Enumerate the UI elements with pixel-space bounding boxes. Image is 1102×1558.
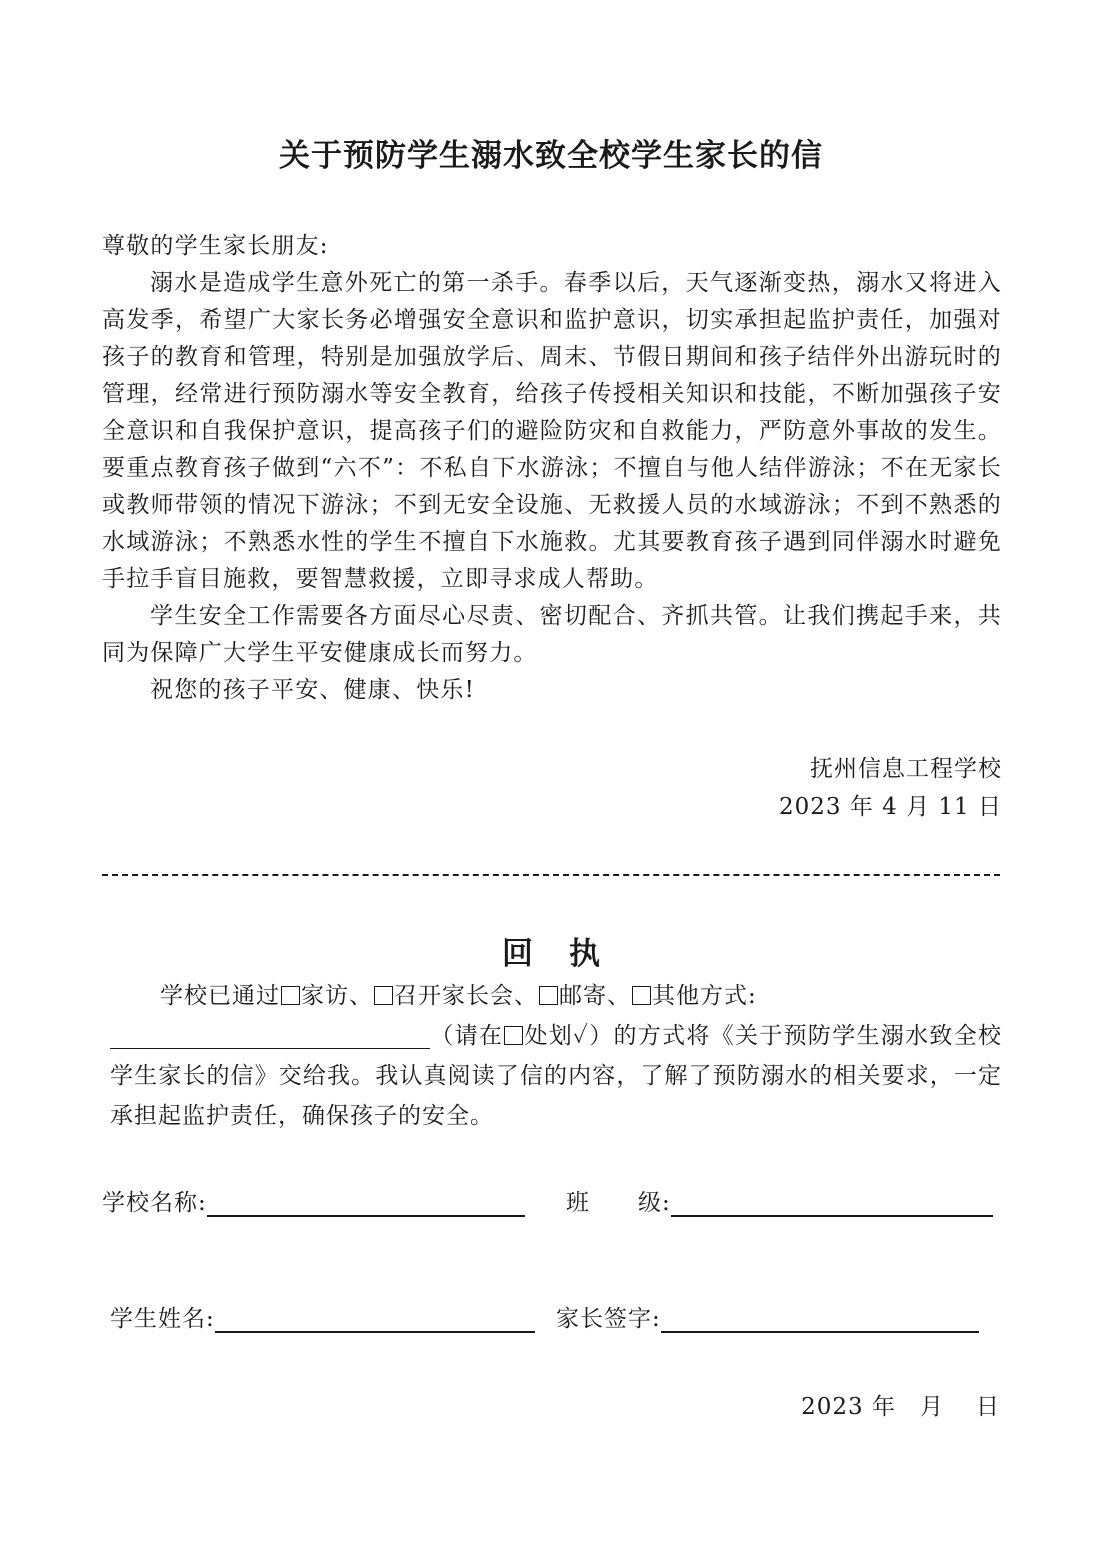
letter-paragraph-2: 学生安全工作需要各方面尽心尽责、密切配合、齐抓共管。让我们携起手来，共同为保障广大学生平安健康成长而努力。 [102, 603, 1002, 666]
letter-title: 关于预防学生溺水致全校学生家长的信 [279, 138, 823, 174]
letter-signature: 抚州信息工程学校 [810, 756, 1002, 782]
checkbox-mail[interactable] [539, 986, 558, 1005]
parent-signature-label: 家长签字: [556, 1306, 661, 1332]
letter-closing: 祝您的孩子平安、健康、快乐! [150, 677, 476, 703]
receipt-date-year: 2023 年 [801, 1394, 896, 1420]
checkbox-parent-meeting[interactable] [374, 986, 393, 1005]
student-name-row [110, 1300, 535, 1333]
receipt-confirmation-text [110, 1016, 1002, 1136]
receipt-date-month: 月 [920, 1394, 944, 1420]
school-name-label: 学校名称: [102, 1190, 207, 1216]
parent-signature-field[interactable] [661, 1305, 979, 1333]
instruction-post-text: 处划✓）的方式将《关于预防学生溺水致全校学生家长的信》交给我。我认真阅读了信的内容，了解了预防溺水的相关要求，一定承担起监护责任，确保孩子的安全。 [110, 1023, 1003, 1129]
school-name-field[interactable] [207, 1189, 525, 1217]
class-row [566, 1184, 993, 1217]
checkbox-other[interactable] [632, 986, 651, 1005]
letter-paragraph-1: 溺水是造成学生意外死亡的第一杀手。春季以后，天气逐渐变热，溺水又将进入高发季，希望广大家长务必增强安全意识和监护意识，切实承担起监护责任，加强对孩子的教育和管理，特别是加强放学后、周末、节假日期间和孩子结伴外出游玩时的管理，经常进行预防溺水等安全教育，给孩子传授相关知识和技能，不断加强孩子安全意识和自我保护意识，提高孩子们的避险防灾和自救能力，严防意外事故的发生。要重点教育孩子做到“六不”：不私自下水游泳；不擅自与他人结伴游泳；不在无家长或教师带领的情况下游泳；不到无安全设施、无救援人员的水域游泳；不到不熟悉的水域游泳；不熟悉水性的学生不擅自下水施救。尤其要教育孩子遇到同伴溺水时避免手拉手盲目施救，要智慧救援，立即寻求成人帮助。 [102, 270, 1002, 592]
letter-salutation: 尊敬的学生家长朋友: [102, 233, 329, 259]
option-home-visit-label: 家访、 [301, 983, 373, 1009]
checkbox-home-visit[interactable] [281, 986, 300, 1005]
class-label: 班 级: [566, 1190, 671, 1216]
instruction-pre-text: （请在 [430, 1023, 504, 1049]
student-name-field[interactable] [215, 1305, 535, 1333]
cut-line-divider [102, 874, 1000, 876]
letter-date: 2023 年 4 月 11 日 [779, 794, 1002, 820]
letter-body [102, 228, 1002, 709]
school-name-row [102, 1184, 525, 1217]
receipt-options-line [110, 976, 1002, 1016]
receipt-date-day: 日 [976, 1394, 1000, 1420]
checkbox-icon [504, 1026, 523, 1045]
receipt-lead-text: 学校已通过 [160, 983, 280, 1009]
receipt-date [801, 1388, 1000, 1421]
option-mail-label: 邮寄、 [559, 983, 631, 1009]
class-field[interactable] [671, 1189, 993, 1217]
parent-signature-row [556, 1300, 979, 1333]
option-parent-meeting-label: 召开家长会、 [394, 983, 538, 1009]
other-method-blank[interactable] [110, 1020, 430, 1049]
receipt-title: 回执 [502, 936, 636, 972]
student-name-label: 学生姓名: [110, 1306, 215, 1332]
receipt-body [110, 976, 1002, 1136]
option-other-label: 其他方式: [652, 983, 757, 1009]
